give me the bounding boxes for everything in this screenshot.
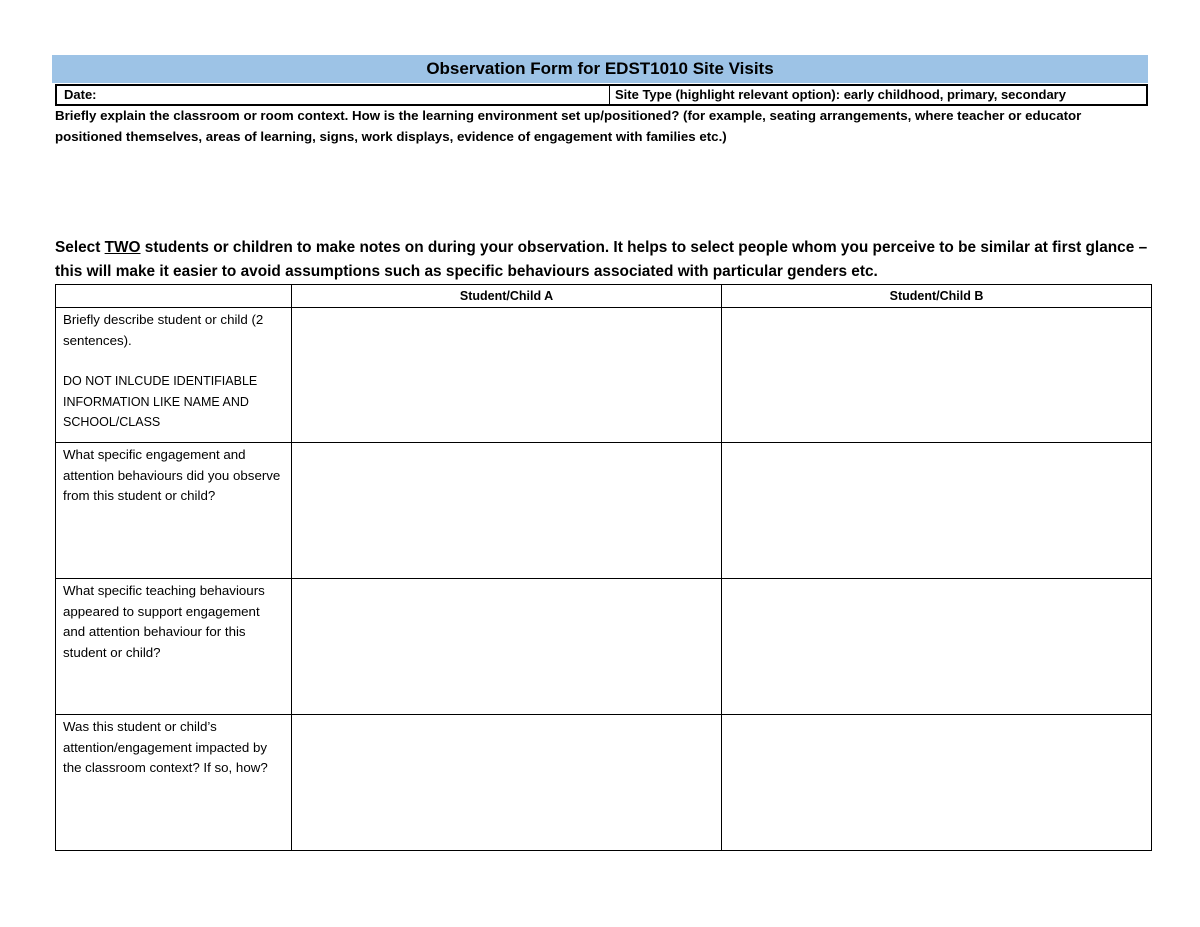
row-prompt-cell — [56, 579, 292, 715]
table-row — [56, 443, 1152, 579]
child-a-response-cell[interactable] — [292, 443, 722, 579]
form-title: Observation Form for EDST1010 Site Visits — [52, 55, 1148, 83]
row-prompt-cell — [56, 443, 292, 579]
observation-table — [55, 284, 1152, 851]
selection-prefix: Select — [55, 239, 105, 256]
child-b-response-cell[interactable] — [722, 443, 1152, 579]
row-note: DO NOT INLCUDE IDENTIFIABLE INFORMATION LIKE NAME AND SCHOOL/CLASS — [63, 374, 258, 429]
form-meta-row — [55, 84, 1148, 106]
classroom-context-prompt: Briefly explain the classroom or room context. How is the learning environment set up/positioned? (for example, seating arrangements, where teacher or educator positioned themselves, areas of learning, signs, work displays, evidence of engagement with families etc.) — [55, 108, 1082, 144]
table-row — [56, 579, 1152, 715]
table-header-blank — [56, 285, 292, 308]
row-prompt: What specific teaching behaviours appeared to support engagement and attention behaviour for this student or child? — [63, 583, 265, 660]
table-header-row — [56, 285, 1152, 308]
selection-emphasis: TWO — [104, 239, 141, 256]
date-field[interactable] — [57, 86, 610, 104]
row-prompt: Briefly describe student or child (2 sentences). — [63, 312, 264, 348]
row-prompt: What specific engagement and attention behaviours did you observe from this student or child? — [63, 447, 281, 503]
row-prompt: Was this student or child’s attention/engagement impacted by the classroom context? If so, how? — [63, 719, 268, 775]
row-prompt-cell — [56, 715, 292, 851]
selection-suffix: students or children to make notes on during your observation. It helps to select people whom you perceive to be similar at first glance – this will make it easier to avoid assumptions such as specific behaviours associated with particular genders etc. — [55, 239, 1148, 280]
table-header-child-a: Student/Child A — [292, 285, 722, 308]
table-row — [56, 715, 1152, 851]
child-a-response-cell[interactable] — [292, 308, 722, 443]
row-prompt-cell — [56, 308, 292, 443]
child-a-response-cell[interactable] — [292, 715, 722, 851]
date-label: Date: — [64, 87, 97, 102]
child-b-response-cell[interactable] — [722, 308, 1152, 443]
table-row — [56, 308, 1152, 443]
selection-instructions — [55, 236, 1150, 284]
site-type-label: Site Type (highlight relevant option): early childhood, primary, secondary — [615, 87, 1066, 102]
site-type-field[interactable] — [610, 86, 1146, 104]
table-header-child-b: Student/Child B — [722, 285, 1152, 308]
child-b-response-cell[interactable] — [722, 715, 1152, 851]
child-b-response-cell[interactable] — [722, 579, 1152, 715]
child-a-response-cell[interactable] — [292, 579, 722, 715]
